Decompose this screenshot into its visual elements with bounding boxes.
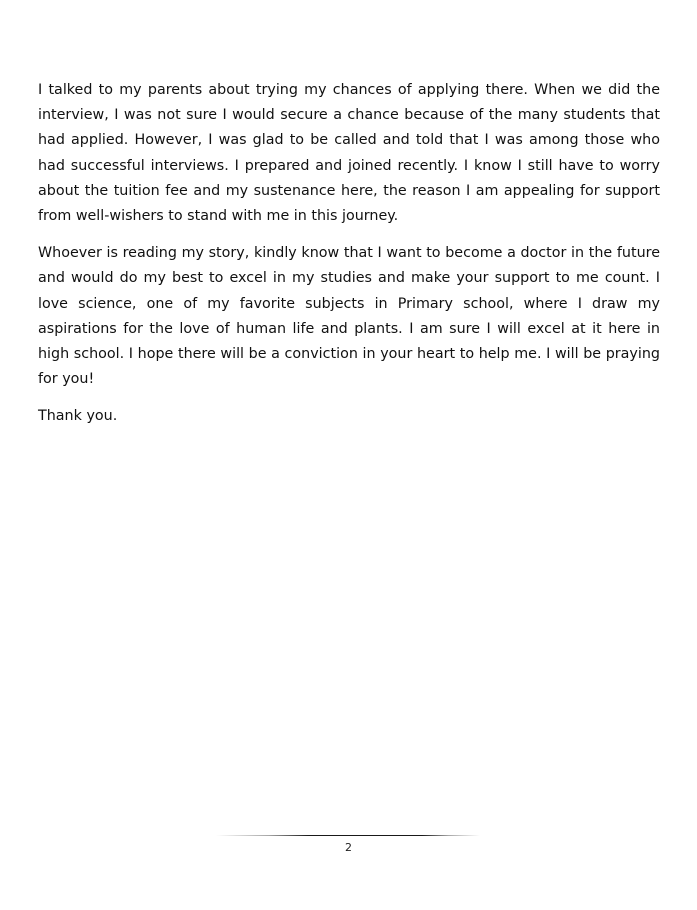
paragraph-thank-you: Thank you. [38,408,118,425]
document-body [38,78,660,442]
page-number: 2 [345,841,352,854]
paragraph-parents-interview: I talked to my parents about trying my chances of applying there. When we did the interview, I was not sure I would secure a chance because of the many students that had applied. However, I was glad to be called and told that I was among those who had successful interviews. I prepared and joined recently. I know I still have to worry about the tuition fee and my sustenance here, the reason I am appealing for support from well-wishers to stand with me in this journey. [38,82,660,225]
footer-divider [216,835,480,836]
paragraph-doctor-aspiration: Whoever is reading my story, kindly know that I want to become a doctor in the future and would do my best to excel in my studies and make your support to me count. I love science, one of my favorite subjects in Primary school, where I draw my aspirations for the love of human life and plants. I am sure I will excel at it here in high school. I hope there will be a conviction in your heart to help me. I will be praying for you! [38,245,660,388]
